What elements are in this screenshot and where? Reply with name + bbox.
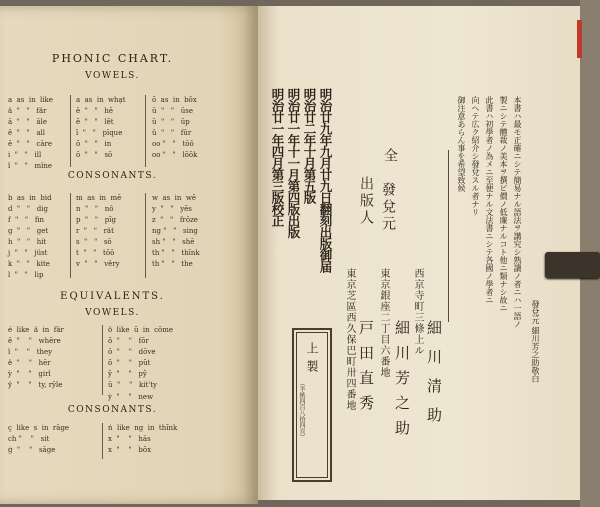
notice-column-1: 本書ハ最モ正確ニシテ簡易ナル語法ヲ講究シ熟讀ノ者ニハ一語ノ — [513, 96, 522, 328]
publication-date-1: 明治廿一年四月第三版校正 — [270, 88, 285, 226]
column-divider — [145, 193, 146, 278]
equivalents-vowels-column-2: ö like ŭ in cōme ŏ " " fŏr ō " " dōve ŏ " " pŭt ŷ " " pŷ ū " " kit'ty — [108, 326, 174, 389]
notice-divider — [448, 150, 449, 322]
stamp-text: 上製 — [305, 342, 319, 378]
equivalents-consonants-column-2: ṅ like ng in thĭnk x " " hăs x " " bŏx — [108, 424, 178, 454]
publication-date-4: 明治廿九年九月廿九日翻刻出版御届 — [318, 88, 333, 272]
equivalents-consonants-heading: CONSONANTS. — [67, 405, 158, 415]
equivalents-consonants-column-1: ç like s in rāge ch " " sit ġ " " sāge — [8, 424, 70, 454]
phonic-chart-title: PHONIC CHART. — [51, 52, 174, 65]
translator-role: 發兌元 — [380, 182, 396, 233]
book-clasp — [545, 252, 600, 278]
column-divider — [70, 193, 71, 278]
notice-column-4: 向ヘテ広ク紹介シ發兌スル者ナリ — [471, 96, 480, 216]
consonants-heading: CONSONANTS. — [67, 171, 158, 181]
publication-date-3: 明治廿二年十月第五版 — [302, 88, 317, 203]
equivalents-vowels-heading: VOWELS. — [85, 308, 140, 318]
publisher-address: 東京芝區西久保巴町卅四番地 — [344, 268, 355, 411]
author-name: 細川清助 — [425, 320, 443, 436]
equivalents-heading: EQUIVALENTS. — [60, 291, 165, 302]
author-label: 全 — [382, 148, 398, 165]
consonants-column-2: m as in mē n " " nō p " " pĭg r " " rät s " " sō t " " tōō v " " věry — [76, 194, 122, 268]
publication-date-2: 明治廿一年十一月第四版出版 — [286, 88, 301, 238]
vowels-column-3: ŏ as in bŏx ū " " ūse ŭ " " ŭp û " " fûr oo " " tōō oo " " lŏŏk — [152, 96, 198, 159]
consonants-column-3: w as in wē y " " yĕs z " " frōze ng " " sing sh " " shē th " " thĭnk th " " the — [152, 194, 200, 268]
notice-column-5: 御注意あらん事を希望致候 — [457, 96, 466, 192]
red-bookmark-tab — [577, 20, 582, 58]
consonants-column-1: b as in bid d " " dig f " " fin g " " get h " " hit j " " jüst k " " kite l " " lip — [8, 194, 52, 279]
vowels-column-2: a as in whạt ē " " hē ĕ " " lĕt ī " " pīque ŏ " " in ō " " sō — [76, 96, 126, 159]
notice-column-2: 製ニシテ體裁ノ美本ヲ撰ビ價ノ低廉ナルコト他ニ類ナシ故ニ — [499, 96, 508, 312]
notice-signature: 發兌元 細川芳之助敬白 — [531, 300, 540, 383]
stamp-small-text: （半紙四百八拾四頁） — [298, 380, 305, 440]
column-divider — [70, 95, 71, 167]
column-divider — [145, 95, 146, 167]
notice-column-3: 此書ハ初學者ノ為メニ至便ナル文法書ニシテ各國ノ學者ニ — [485, 96, 494, 304]
author-address: 西京寺町三條上ル — [412, 268, 423, 356]
column-divider — [102, 325, 103, 395]
publisher-name: 戸田直秀 — [357, 320, 375, 420]
vowels-heading: VOWELS. — [85, 71, 140, 81]
publisher-stamp — [292, 328, 332, 482]
seller-name: 細川芳之助 — [393, 320, 411, 445]
equivalents-vowels-column-3: ẏ " " new — [108, 393, 154, 401]
publisher-role: 出版人 — [358, 176, 374, 227]
vowels-column-1: a as in like ä " " fär ā " " āle ê " " all ĕ " " cāre i " " ill ï " " mïne — [8, 96, 53, 170]
equivalents-vowels-column-1: é like ä in fär ê " " whēre ï " " they ë " " hēr ỳ " " girl ÿ " " ty, rȳle — [8, 326, 64, 389]
seller-address: 東京銀座二丁目六番地 — [378, 268, 389, 378]
column-divider — [102, 423, 103, 459]
